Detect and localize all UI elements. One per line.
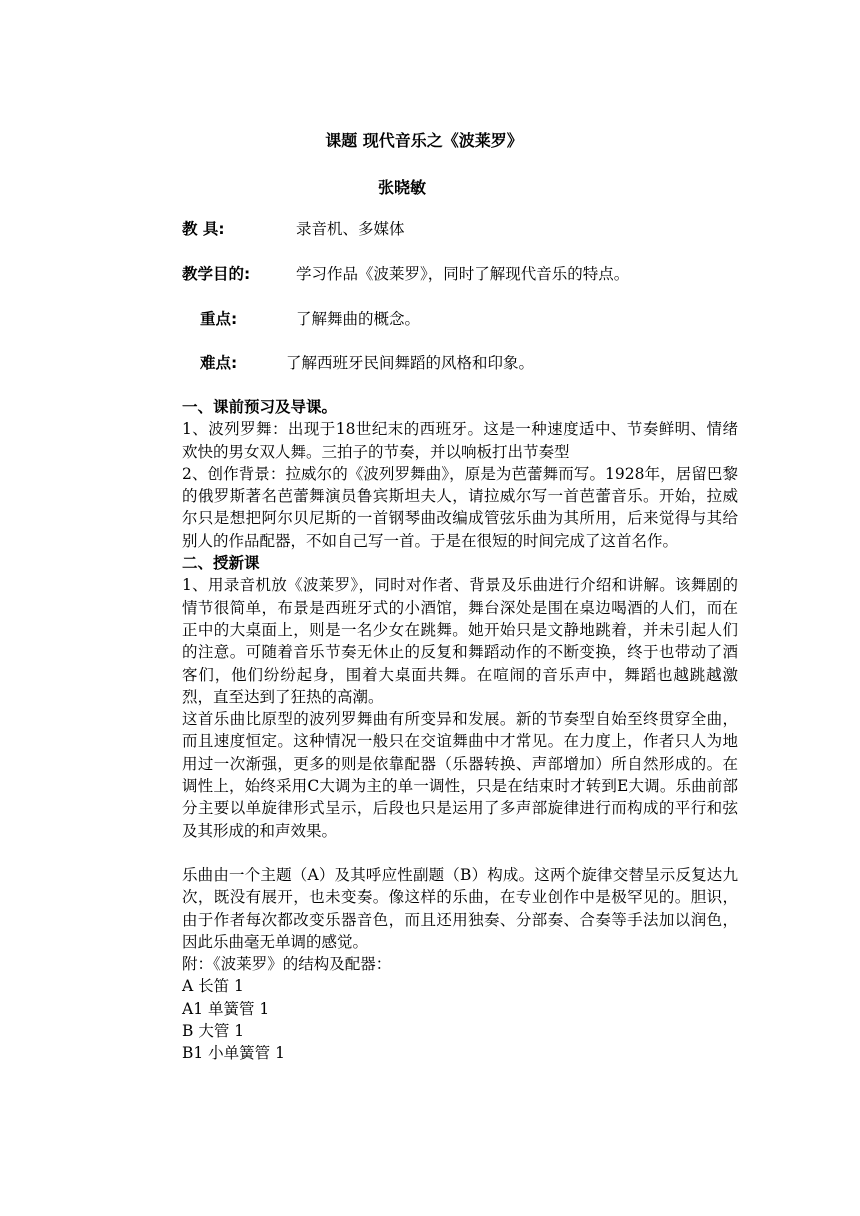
meta-value: 录音机、多媒体 bbox=[296, 220, 405, 238]
title-prefix: 课题 bbox=[325, 131, 358, 150]
paragraph-bolero-dance: 1、波列罗舞：出现于18世纪末的西班牙。这是一种速度适中、节奏鲜明、情绪欢快的男女双人舞。三拍子的节奏，并以响板打出节奏型 bbox=[182, 420, 738, 461]
structure-item: A1 单簧管 1 bbox=[182, 999, 270, 1018]
structure-item: B1 小单簧管 1 bbox=[182, 1044, 285, 1063]
document-body bbox=[182, 396, 738, 1065]
structure-item: B 大管 1 bbox=[182, 1022, 245, 1041]
paragraph-background: 2、创作背景：拉威尔的《波列罗舞曲》，原是为芭蕾舞而写。1928年，居留巴黎的俄罗斯著名芭蕾舞演员鲁宾斯坦夫人，请拉威尔写一首芭蕾音乐。开始，拉威尔只是想把阿尔贝尼斯的一首钢琴曲改编成管弦乐曲为其所用，后来觉得与其给别人的作品配器，不如自己写一首。于是在很短的时间完成了这首名作。 bbox=[182, 464, 738, 550]
meta-label: 难点: bbox=[200, 354, 238, 372]
paragraph-ballet-plot: 1、用录音机放《波莱罗》，同时对作者、背景及乐曲进行介绍和讲解。该舞剧的情节很简单，布景是西班牙式的小酒馆，舞台深处是围在桌边喝酒的人们，而在正中的大桌面上，则是一名少女在跳舞。她开始只是文静地跳着，并未引起人们的注意。可随着音乐节奏无休止的反复和舞蹈动作的不断变换，终于也带动了酒客们，他们纷纷起身，围着大桌面共舞。在喧闹的音乐声中，舞蹈也越跳越激烈，直至达到了狂热的高潮。 bbox=[182, 576, 738, 706]
meta-value: 了解西班牙民间舞蹈的风格和印象。 bbox=[286, 354, 535, 372]
appendix-line: 附：《波莱罗》的结构及配器： bbox=[182, 955, 392, 974]
meta-label: 教学目的: bbox=[182, 265, 251, 283]
meta-label: 教 具: bbox=[182, 220, 225, 238]
paragraph-analysis: 这首乐曲比原型的波列罗舞曲有所变异和发展。新的节奏型自始至终贯穿全曲，而且速度恒定。这种情况一般只在交谊舞曲中才常见。在力度上，作者只人为地用过一次渐强，更多的则是依靠配器（乐器转换、声部增加）所自然形成的。在调性上，始终采用C大调为主的单一调性，只是在结束时才转到E大调。乐曲前部分主要以单旋律形式呈示，后段也只是运用了多声部旋律进行而构成的平行和弦及其形成的和声效果。 bbox=[182, 710, 738, 840]
section-heading-new-lesson: 二、授新课 bbox=[182, 554, 260, 573]
structure-item: A 长笛 1 bbox=[182, 977, 244, 996]
page-title bbox=[0, 128, 860, 151]
author-name: 张晓敏 bbox=[378, 178, 427, 197]
meta-label: 重点: bbox=[200, 310, 238, 328]
title-main: 现代音乐之《波莱罗》 bbox=[362, 131, 523, 150]
paragraph-theme: 乐曲由一个主题（A）及其呼应性副题（B）构成。这两个旋律交替呈示反复达九次，既没有展开，也未变奏。像这样的乐曲，在专业创作中是极罕见的。胆识，由于作者每次都改变乐器音色，而且还用独奏、分部奏、合奏等手法加以润色，因此乐曲毫无单调的感觉。 bbox=[182, 865, 738, 951]
section-heading-preview: 一、课前预习及导课。 bbox=[182, 398, 338, 416]
spacer bbox=[182, 842, 738, 864]
meta-value: 学习作品《波莱罗》，同时了解现代音乐的特点。 bbox=[296, 265, 630, 283]
meta-value: 了解舞曲的概念。 bbox=[296, 310, 421, 328]
